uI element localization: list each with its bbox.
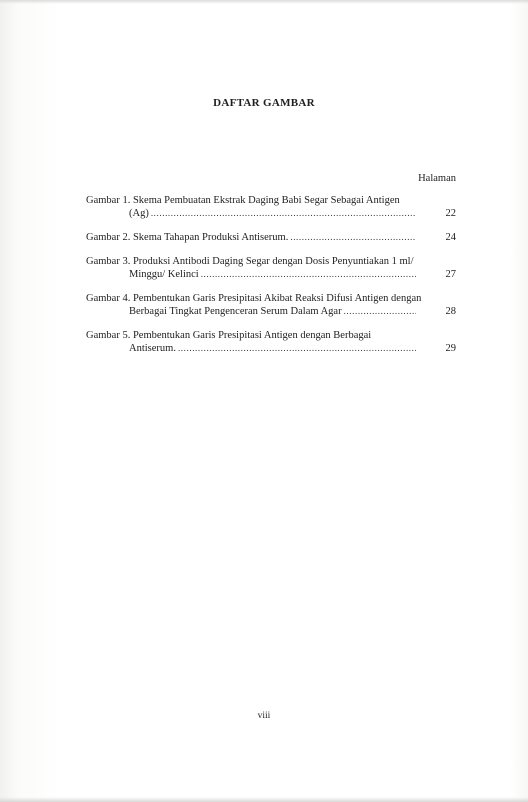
dot-leader	[290, 231, 416, 244]
entry-text-continued: (Ag)	[129, 208, 149, 219]
list-item-figure-1	[86, 194, 456, 220]
page-column-header: Halaman	[418, 173, 456, 184]
entry-text: Gambar 1. Skema Pembuatan Ekstrak Daging Babi Segar Sebagai Antigen	[86, 195, 400, 206]
entry-page-number: 29	[445, 343, 456, 354]
page-number: viii	[257, 711, 271, 721]
entry-continuation	[86, 268, 456, 281]
entry-text: Gambar 4. Pembentukan Garis Presipitasi Akibat Reaksi Difusi Antigen dengan	[86, 293, 422, 304]
entry-page-number: 22	[445, 208, 456, 219]
entry-page-number: 27	[445, 269, 456, 280]
entry-continuation	[86, 342, 456, 355]
dot-leader	[344, 305, 416, 318]
list-item-figure-4	[86, 292, 456, 318]
entry-text: Gambar 5. Pembentukan Garis Presipitasi Antigen dengan Berbagai	[86, 330, 372, 341]
figure-list	[86, 194, 456, 366]
list-item-figure-5	[86, 329, 456, 355]
entry-text: Gambar 2. Skema Tahapan Produksi Antiserum.	[86, 232, 289, 243]
entry-text-continued: Antiserum.	[129, 343, 176, 354]
page-title: DAFTAR GAMBAR	[213, 97, 315, 109]
entry-text-continued: Minggu/ Kelinci	[129, 269, 199, 280]
entry-page-number: 24	[445, 232, 456, 243]
list-item-figure-3	[86, 255, 456, 281]
entry-continuation	[86, 207, 456, 220]
scan-edge-top	[0, 0, 528, 4]
dot-leader	[201, 268, 416, 281]
entry-text: Gambar 3. Produksi Antibodi Daging Segar dengan Dosis Penyuntiakan 1 ml/	[86, 256, 414, 267]
entry-page-number: 28	[445, 306, 456, 317]
list-item-figure-2	[86, 231, 456, 244]
dot-leader	[178, 342, 416, 355]
dot-leader	[151, 207, 416, 220]
scan-edge-bottom	[0, 797, 528, 802]
entry-continuation	[86, 305, 456, 318]
entry-text-continued: Berbagai Tingkat Pengenceran Serum Dalam Agar	[129, 306, 342, 317]
